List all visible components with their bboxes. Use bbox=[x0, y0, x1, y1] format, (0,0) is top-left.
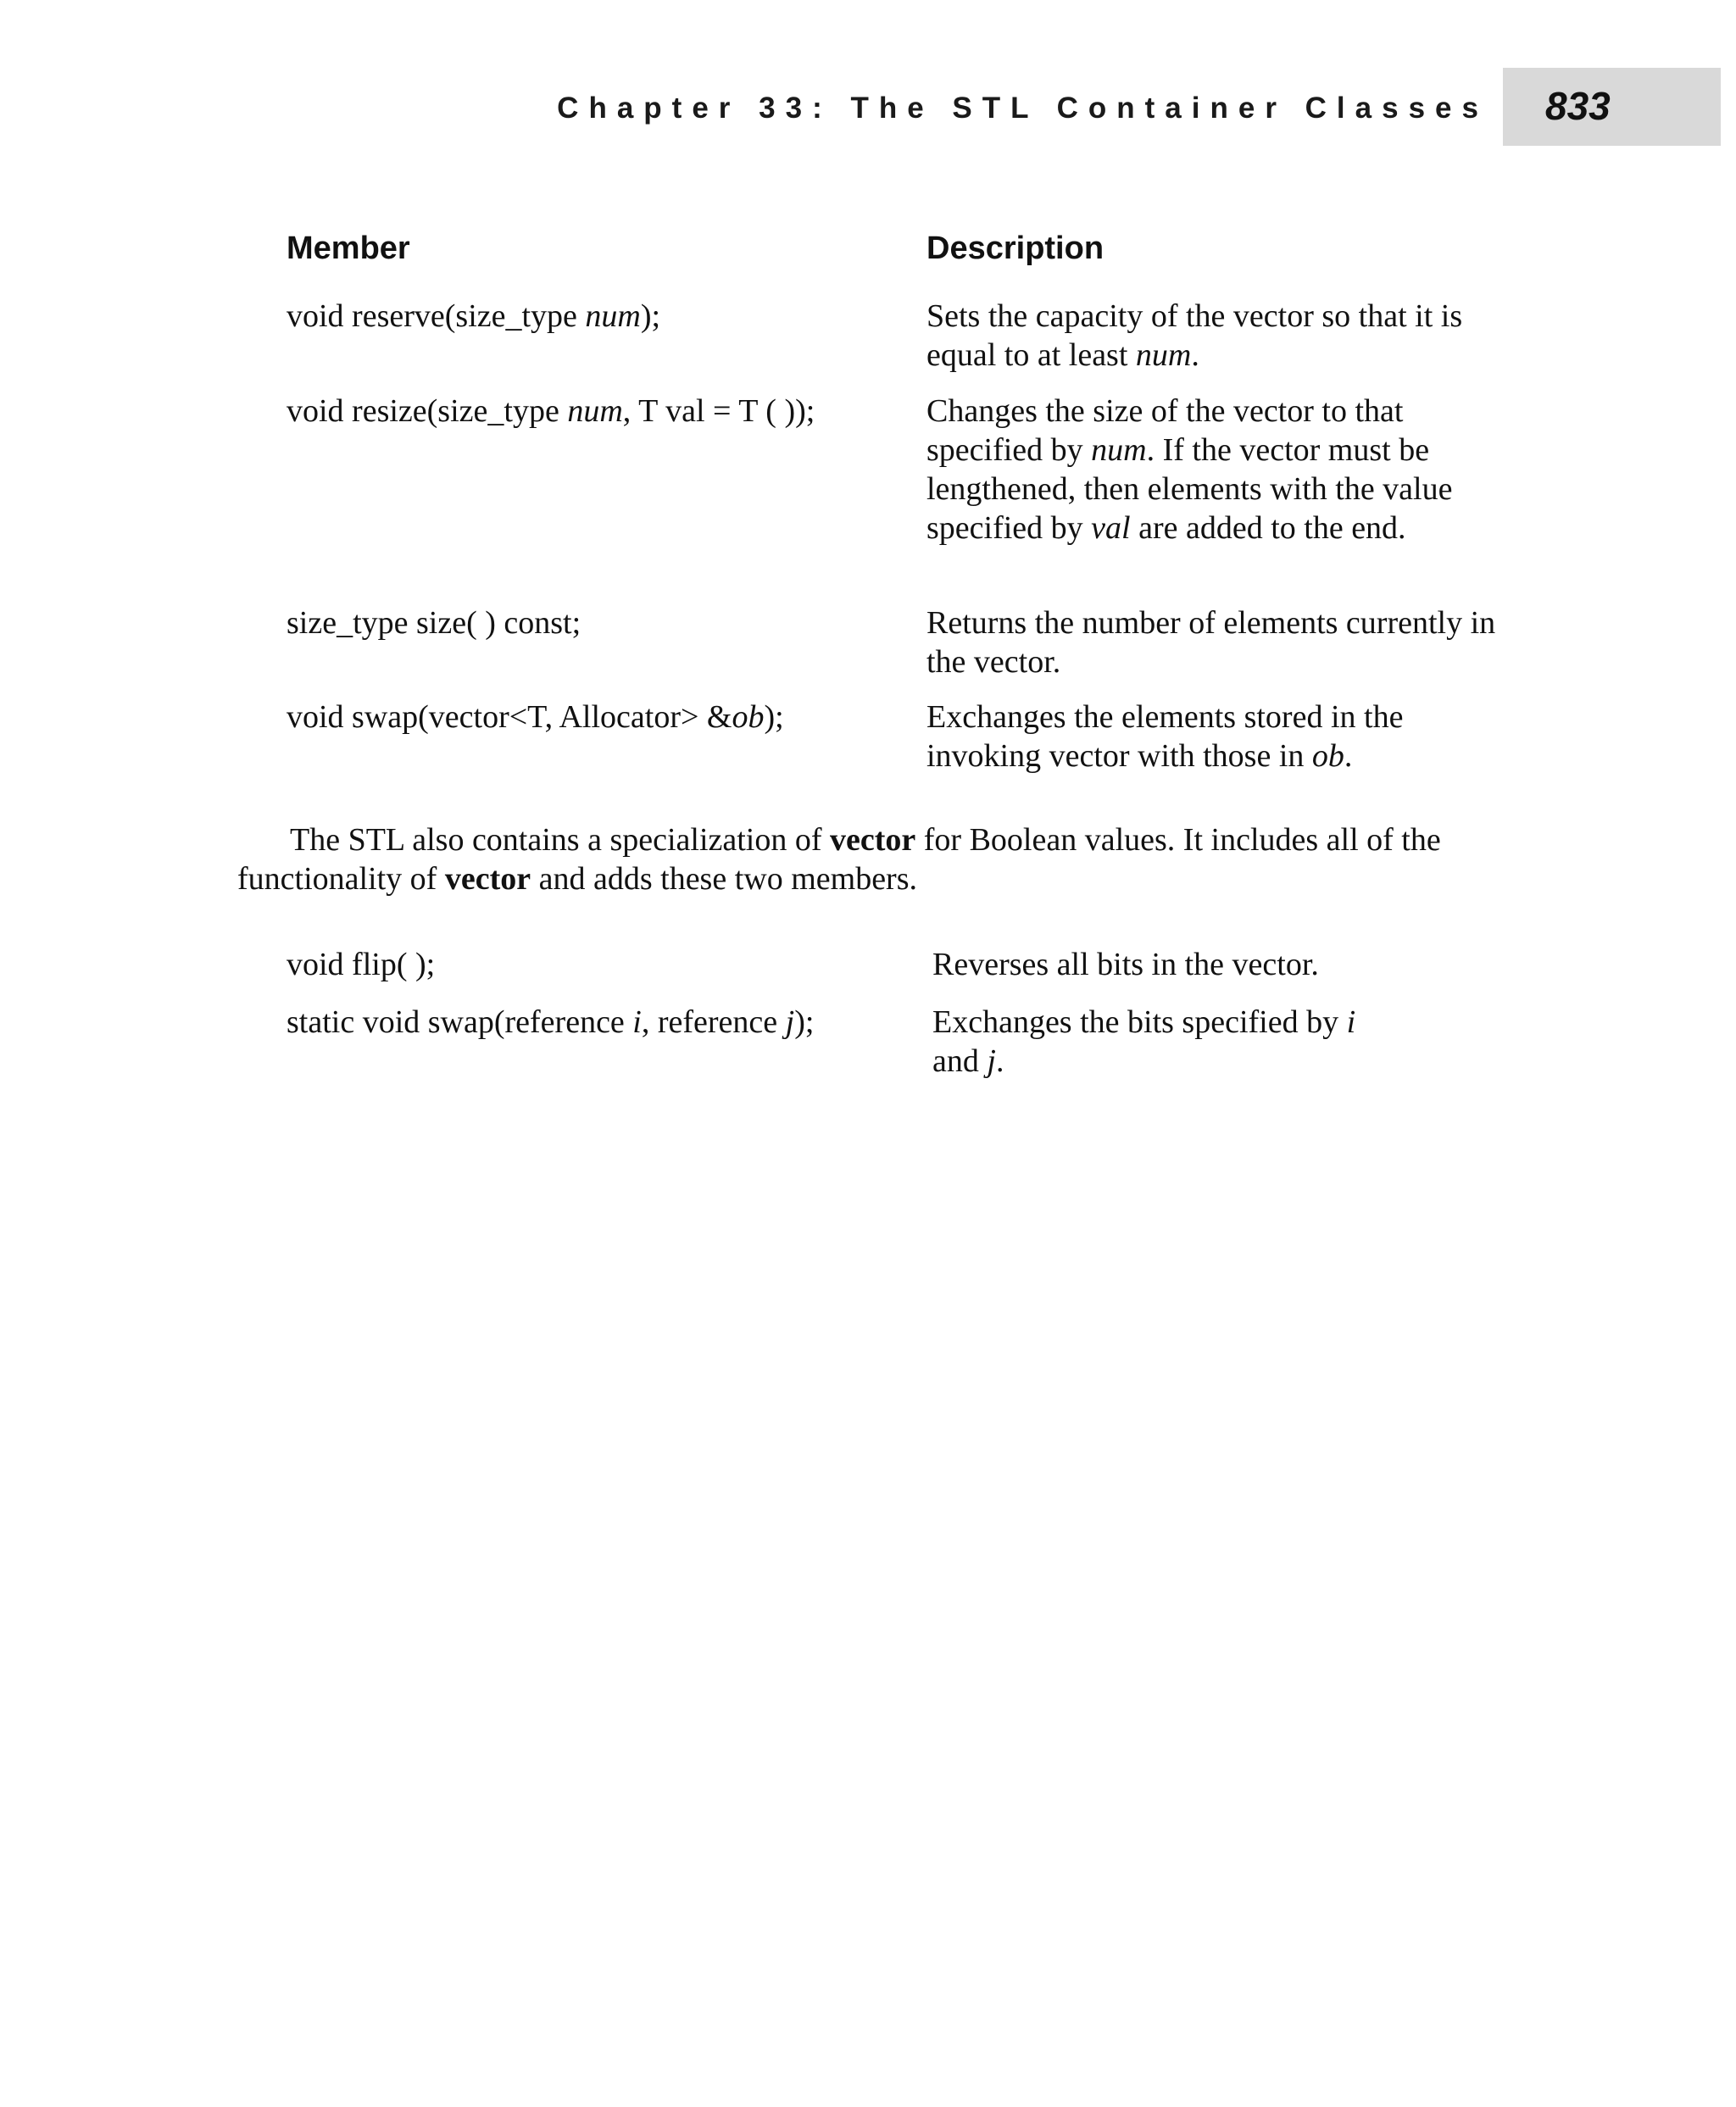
body-paragraph: The STL also contains a specialization of vector for Boolean values. It includes all of the functionality of vector and adds these two members. bbox=[237, 822, 1441, 897]
page-number-box bbox=[1503, 68, 1721, 146]
description-column-heading: Description bbox=[926, 231, 1104, 266]
member-signature: static void swap(reference i, reference j); bbox=[287, 1004, 815, 1040]
member-description: Exchanges the elements stored in the invoking vector with those in ob. bbox=[926, 699, 1404, 774]
chapter-title: Chapter 33: The STL Container Classes bbox=[557, 92, 1488, 125]
member-description: Changes the size of the vector to that specified by num. If the vector must be lengthened, then elements with the value specified by val are added to the end. bbox=[926, 393, 1453, 546]
member-signature: size_type size( ) const; bbox=[287, 605, 581, 641]
member-description: Sets the capacity of the vector so that it is equal to at least num. bbox=[926, 298, 1463, 373]
page-header bbox=[0, 68, 1736, 146]
member-signature: void flip( ); bbox=[287, 947, 436, 982]
member-description: Reverses all bits in the vector. bbox=[932, 947, 1319, 982]
member-signature: void reserve(size_type num); bbox=[287, 298, 661, 334]
member-signature: void swap(vector<T, Allocator> &ob); bbox=[287, 699, 784, 735]
member-description: Exchanges the bits specified by i and j. bbox=[932, 1004, 1356, 1079]
member-column-heading: Member bbox=[287, 231, 410, 266]
page-number: 833 bbox=[1545, 84, 1611, 128]
member-description: Returns the number of elements currently in the vector. bbox=[926, 605, 1496, 680]
member-signature: void resize(size_type num, T val = T ( )); bbox=[287, 393, 815, 429]
